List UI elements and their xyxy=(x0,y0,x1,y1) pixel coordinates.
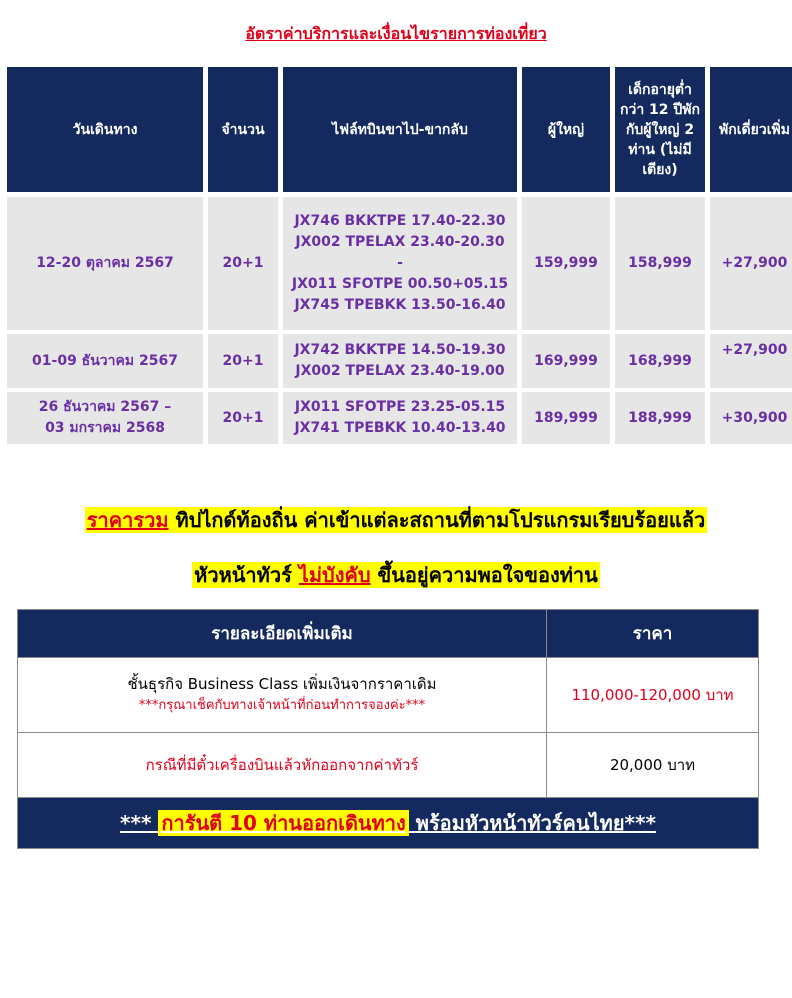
single-supplement-cell: +30,900 xyxy=(710,392,792,448)
adult-price-cell: 189,999 xyxy=(522,392,610,448)
flight-cell: JX011 SFOTPE 23.25-05.15 JX741 TPEBKK 10.40-13.40 xyxy=(283,392,517,448)
header-date: วันเดินทาง xyxy=(7,67,203,197)
booking-warning: ***กรุณาเช็คกับทางเจ้าหน้าที่ก่อนทำการจองค่ะ*** xyxy=(138,698,426,713)
table-row xyxy=(18,658,759,733)
date-cell: 12-20 ตุลาคม 2567 xyxy=(7,197,203,334)
child-price-cell: 188,999 xyxy=(615,392,705,448)
detail-cell xyxy=(18,658,547,733)
price-includes-label: ราคารวม xyxy=(86,508,169,532)
date-cell: 26 ธันวาคม 2567 – 03 มกราคม 2568 xyxy=(7,392,203,448)
header-single: พักเดี่ยวเพิ่ม xyxy=(710,67,792,197)
guarantee-footer xyxy=(18,798,759,849)
extra-table-header xyxy=(18,610,759,658)
header-adult: ผู้ใหญ่ xyxy=(522,67,610,197)
qty-cell: 20+1 xyxy=(208,392,278,448)
price-includes-text: ทิปไกด์ท้องถิ่น ค่าเข้าแต่ละสถานที่ตามโปรแกรมเรียบร้อยแล้ว xyxy=(168,508,706,532)
tour-leader-tip-note xyxy=(0,559,792,591)
detail-cell: กรณีที่มีตั๋วเครื่องบินแล้วหักออกจากค่าทัวร์ xyxy=(18,733,547,798)
qty-cell: 20+1 xyxy=(208,334,278,392)
header-qty: จำนวน xyxy=(208,67,278,197)
table-row xyxy=(18,733,759,798)
tour-leader-text-start: หัวหน้าทัวร์ xyxy=(194,563,299,587)
child-price-cell: 168,999 xyxy=(615,334,705,392)
tour-leader-text-end: ขึ้นอยู่ความพอใจของท่าน xyxy=(370,563,598,587)
flight-cell: JX742 BKKTPE 14.50-19.30 JX002 TPELAX 23.40-19.00 xyxy=(283,334,517,392)
price-table xyxy=(2,67,792,448)
price-cell: 110,000-120,000 บาท xyxy=(547,658,759,733)
adult-price-cell: 159,999 xyxy=(522,197,610,334)
header-price: ราคา xyxy=(547,610,759,658)
price-includes-note xyxy=(0,504,792,536)
header-detail: รายละเอียดเพิ่มเติม xyxy=(18,610,547,658)
extra-details-table xyxy=(17,609,759,849)
child-price-cell: 158,999 xyxy=(615,197,705,334)
single-supplement-cell: +27,900 xyxy=(710,334,792,392)
guarantee-text: *** การันตี 10 ท่านออกเดินทาง พร้อมหัวหน้าทัวร์คนไทย*** xyxy=(18,798,759,849)
table-row xyxy=(7,197,792,334)
business-class-detail: ชั้นธุรกิจ Business Class เพิ่มเงินจากราคาเดิม xyxy=(127,675,437,693)
table-row xyxy=(7,334,792,392)
page-title: อัตราค่าบริการและเงื่อนไขรายการท่องเที่ยว xyxy=(245,24,547,43)
price-cell: 20,000 บาท xyxy=(547,733,759,798)
price-table-header xyxy=(7,67,792,197)
header-flight: ไฟล์ทบินขาไป-ขากลับ xyxy=(283,67,517,197)
guarantee-highlight: การันตี 10 ท่านออกเดินทาง xyxy=(158,810,408,836)
highlight xyxy=(192,562,600,588)
flight-cell: JX746 BKKTPE 17.40-22.30 JX002 TPELAX 23.40-20.30 - JX011 SFOTPE 00.50+05.15 JX745 TPEBKK 13.50-16.40 xyxy=(283,197,517,334)
header-child: เด็กอายุต่ำกว่า 12 ปีพักกับผู้ใหญ่ 2 ท่าน (ไม่มีเตียง) xyxy=(615,67,705,197)
single-supplement-cell: +27,900 xyxy=(710,197,792,334)
date-cell: 01-09 ธันวาคม 2567 xyxy=(7,334,203,392)
table-row xyxy=(7,392,792,448)
highlight xyxy=(85,507,707,533)
adult-price-cell: 169,999 xyxy=(522,334,610,392)
qty-cell: 20+1 xyxy=(208,197,278,334)
not-mandatory-label: ไม่บังคับ xyxy=(298,563,371,587)
